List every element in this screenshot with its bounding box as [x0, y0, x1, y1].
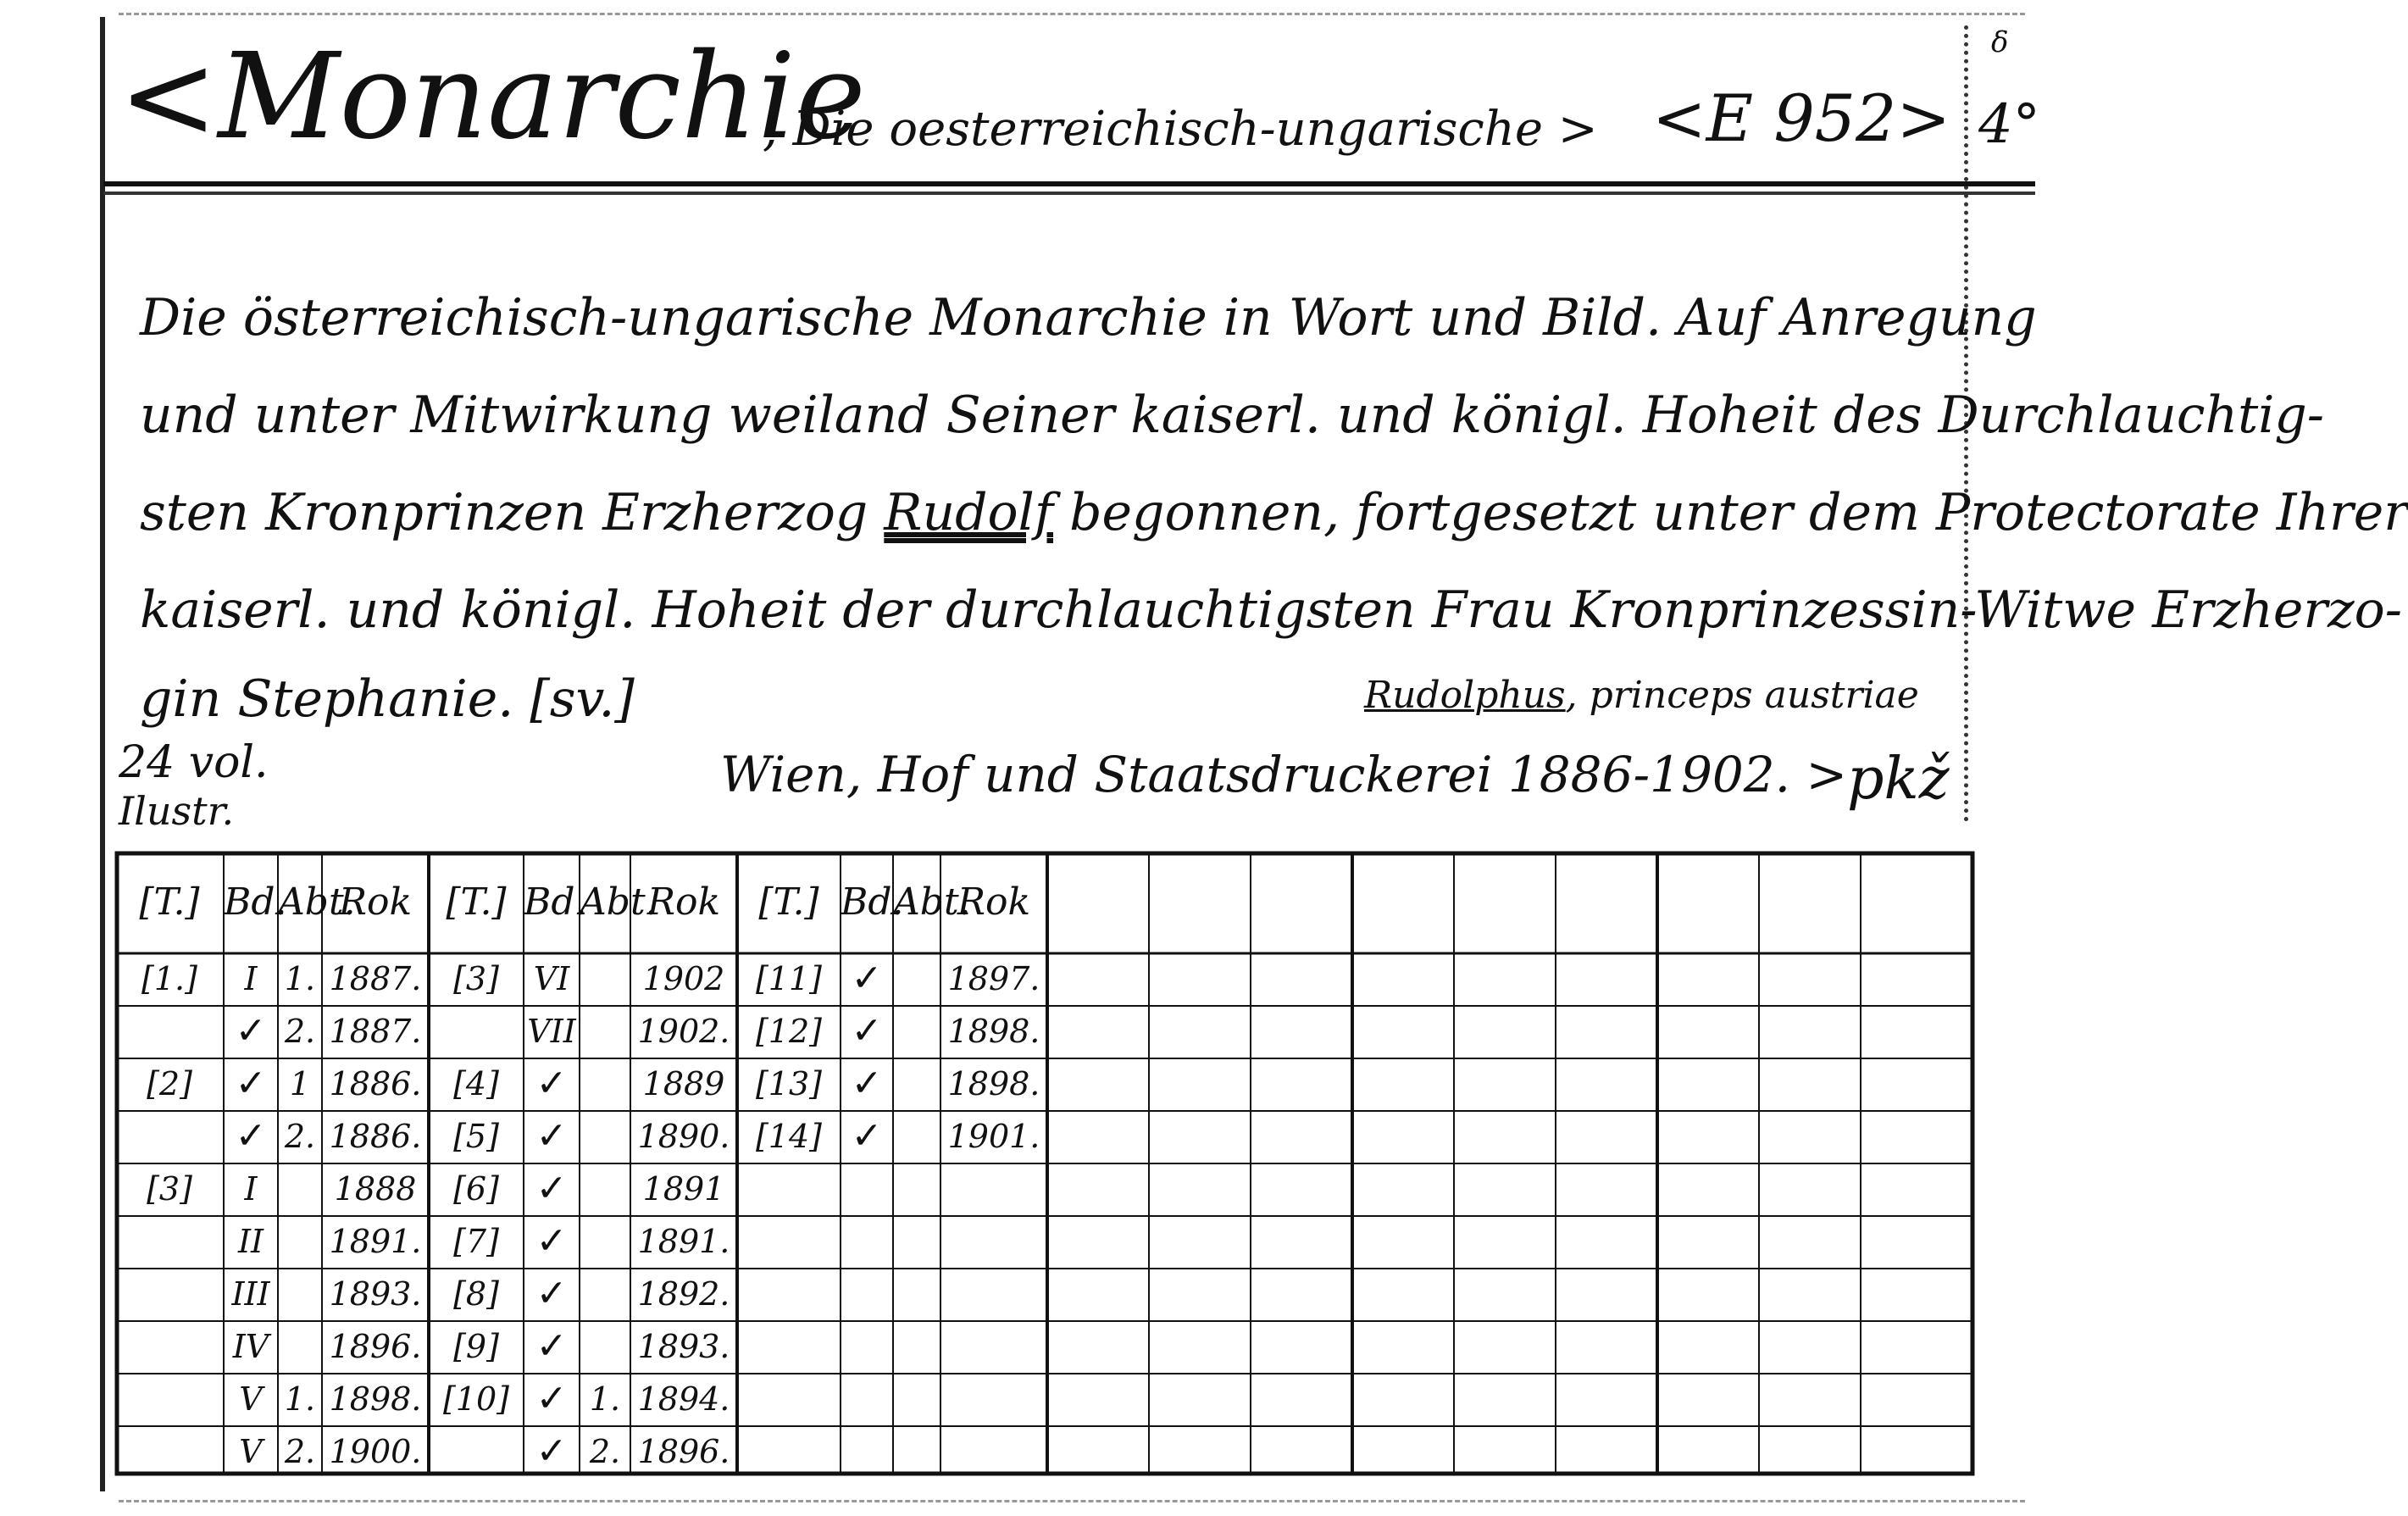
table-cell: 1900.: [329, 1433, 422, 1470]
table-cell: [4]: [453, 1065, 499, 1102]
main-heading: <Monarchie: [119, 28, 866, 166]
table-cell: 1.: [589, 1380, 621, 1418]
table-cell: [3]: [453, 960, 499, 997]
table-cell: 1892.: [637, 1275, 730, 1313]
table-cell: 1888: [334, 1170, 417, 1208]
table-cell: 1886.: [329, 1118, 422, 1155]
table-cell: 1902: [642, 960, 725, 997]
table-header-cell: [T.]: [446, 880, 507, 924]
table-cell: 2.: [284, 1013, 316, 1050]
table-cell: ✓: [235, 1009, 267, 1052]
description-line-3: sten Kronprinzen Erzherzog Rudolf begonnen, fortgesetzt unter dem Protectorate Ihrer: [140, 483, 2408, 542]
description-line-1: Die österreichisch-ungarische Monarchie in Wort und Bild. Auf Anregung: [140, 288, 2037, 347]
table-cell: 1893.: [637, 1328, 730, 1365]
bottom-dashed-edge: [119, 1500, 2025, 1502]
table-header-cell: Abt.: [893, 880, 971, 924]
marginal-annotation: Rudolphus, princeps austriae: [1364, 674, 1919, 717]
table-cell: ✓: [535, 1114, 568, 1158]
format-size: 4°: [1978, 93, 2040, 156]
table-cell: [13]: [755, 1065, 822, 1102]
table-cell: ✓: [535, 1377, 568, 1420]
table-cell: 2.: [284, 1433, 316, 1470]
table-cell: ✓: [235, 1062, 267, 1105]
table-cell: 1896.: [329, 1328, 422, 1365]
table-cell: 1891.: [329, 1223, 422, 1260]
table-cell: ✓: [535, 1430, 568, 1473]
table-cell: [8]: [453, 1275, 499, 1313]
table-cell: [1.]: [141, 960, 197, 997]
table-cell: VI: [533, 960, 570, 997]
table-cell: IV: [232, 1328, 269, 1365]
table-cell: 1898.: [947, 1013, 1040, 1050]
table-cell: 1891.: [637, 1223, 730, 1260]
top-dashed-edge: [119, 13, 2025, 15]
table-cell: 1890.: [637, 1118, 730, 1155]
table-header-cell: Bd.: [224, 880, 287, 924]
shelfmark: <E 952>: [1652, 81, 1951, 156]
underlined-name: Rudolf: [884, 483, 1054, 542]
table-cell: ✓: [535, 1062, 568, 1105]
table-cell: [6]: [453, 1170, 499, 1208]
corner-mark: δ: [1991, 25, 2009, 59]
table-cell: ✓: [851, 1114, 883, 1158]
table-cell: ✓: [535, 1272, 568, 1315]
description-line-4: kaiserl. und königl. Hoheit der durchlauchtigsten Frau Kronprinzessin-Witwe Erzherzo-: [140, 580, 2403, 640]
card-left-border: [100, 17, 105, 1491]
table-cell: [7]: [453, 1223, 499, 1260]
table-cell: [11]: [755, 960, 822, 997]
table-cell: 1893.: [329, 1275, 422, 1313]
table-cell: ✓: [535, 1219, 568, 1263]
table-header-cell: Bd.: [841, 880, 904, 924]
table-cell: 1: [289, 1065, 311, 1102]
table-cell: 1.: [284, 1380, 316, 1418]
table-cell: VII: [527, 1013, 576, 1050]
heading-qualifier: , Die oesterreichisch-ungarische >: [763, 102, 1598, 157]
table-cell: 1898.: [947, 1065, 1040, 1102]
table-header-cell: Rok: [957, 880, 1031, 924]
table-cell: V: [239, 1433, 263, 1470]
table-cell: [2]: [147, 1065, 192, 1102]
table-cell: [12]: [755, 1013, 822, 1050]
table-cell: ✓: [535, 1324, 568, 1368]
table-cell: 2.: [284, 1118, 316, 1155]
table-cell: 2.: [589, 1433, 621, 1470]
table-cell: [9]: [453, 1328, 499, 1365]
table-cell: 1886.: [329, 1065, 422, 1102]
description-line-2: und unter Mitwirkung weiland Seiner kaiserl. und königl. Hoheit des Durchlauchtig-: [140, 386, 2325, 445]
cataloger-initials: pkž: [1847, 746, 1950, 813]
table-cell: 1898.: [329, 1380, 422, 1418]
table-cell: 1897.: [947, 960, 1040, 997]
table-cell: III: [231, 1275, 270, 1313]
table-cell: [14]: [755, 1118, 822, 1155]
annotation-name: Rudolphus: [1364, 674, 1566, 717]
table-cell: [5]: [453, 1118, 499, 1155]
header-rule: [103, 181, 2035, 186]
description-line-5: gin Stephanie. [sv.]: [140, 669, 635, 729]
table-header-cell: [T.]: [758, 880, 819, 924]
table-header-cell: Rok: [646, 880, 721, 924]
illustrations-note: Ilustr.: [119, 788, 235, 834]
table-cell: 1891: [642, 1170, 725, 1208]
volume-count: 24 vol.: [119, 737, 269, 788]
table-cell: 1902.: [637, 1013, 730, 1050]
table-header-cell: Abt.: [580, 880, 657, 924]
table-header-cell: Abt.: [278, 880, 356, 924]
table-cell: [3]: [147, 1170, 192, 1208]
table-cell: ✓: [851, 1009, 883, 1052]
table-cell: I: [244, 1170, 258, 1208]
table-header-cell: Bd.: [524, 880, 587, 924]
table-cell: 1896.: [637, 1433, 730, 1470]
imprint: Wien, Hof und Staatsdruckerei 1886-1902. >: [720, 746, 1848, 803]
table-cell: 1887.: [329, 1013, 422, 1050]
table-cell: 1889: [642, 1065, 725, 1102]
table-cell: ✓: [851, 1062, 883, 1105]
header-rule-secondary: [103, 192, 2035, 195]
table-cell: 1894.: [637, 1380, 730, 1418]
table-cell: ✓: [235, 1114, 267, 1158]
table-cell: ✓: [535, 1167, 568, 1210]
table-cell: 1887.: [329, 960, 422, 997]
table-cell: [10]: [442, 1380, 509, 1418]
table-cell: 1901.: [947, 1118, 1040, 1155]
table-cell: V: [239, 1380, 263, 1418]
table-cell: I: [244, 960, 258, 997]
table-cell: ✓: [851, 957, 883, 1000]
table-cell: 1.: [284, 960, 316, 997]
table-header-cell: Rok: [338, 880, 413, 924]
table-cell: II: [237, 1223, 264, 1260]
table-header-cell: [T.]: [139, 880, 200, 924]
